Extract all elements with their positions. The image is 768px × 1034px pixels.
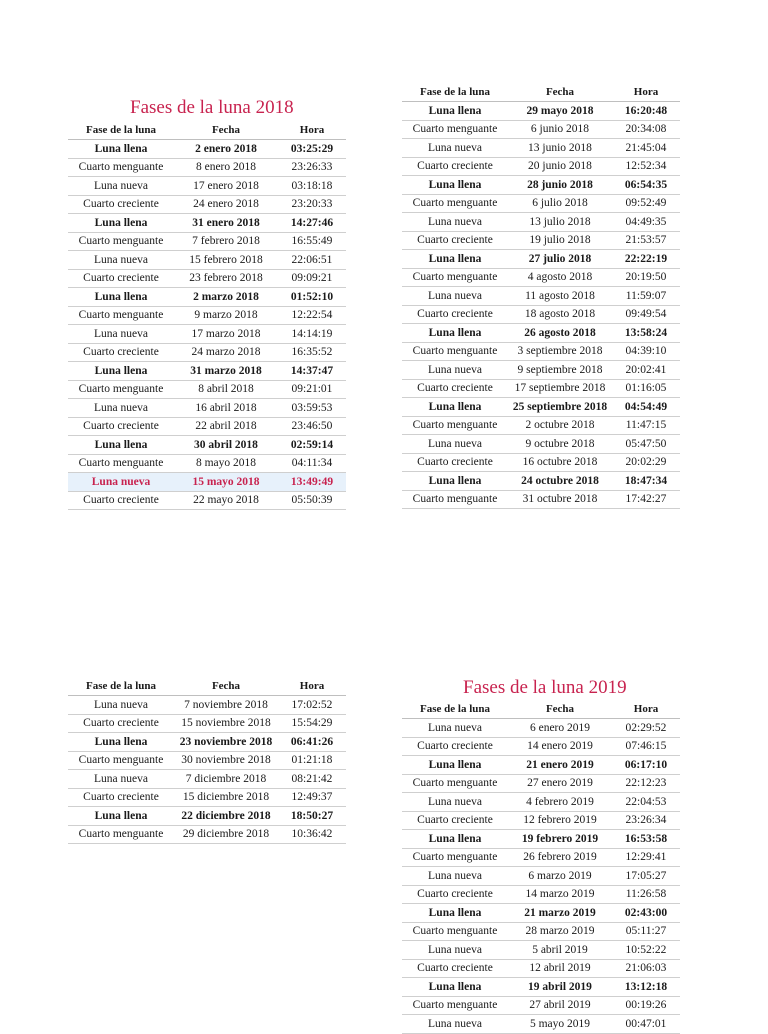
phase-cell: Luna llena (402, 756, 508, 775)
date-cell: 9 septiembre 2018 (508, 361, 612, 380)
time-cell: 23:20:33 (278, 195, 346, 214)
time-cell: 03:25:29 (278, 140, 346, 159)
table-row (402, 848, 680, 867)
time-cell: 16:55:49 (278, 232, 346, 251)
date-cell: 9 marzo 2018 (174, 306, 278, 325)
date-cell: 9 octubre 2018 (508, 435, 612, 454)
table-row (402, 268, 680, 287)
header-date: Fecha (174, 121, 278, 140)
date-cell: 6 junio 2018 (508, 120, 612, 139)
phase-cell: Luna nueva (68, 696, 174, 715)
date-cell: 17 enero 2018 (174, 177, 278, 196)
time-cell: 02:29:52 (612, 719, 680, 738)
time-cell: 22:06:51 (278, 251, 346, 270)
date-cell: 13 julio 2018 (508, 213, 612, 232)
phase-cell: Luna llena (68, 362, 174, 381)
table-row (402, 922, 680, 941)
date-cell: 5 mayo 2019 (508, 1015, 612, 1034)
time-cell: 10:36:42 (278, 825, 346, 844)
table-row (402, 361, 680, 380)
table-row (402, 867, 680, 886)
date-cell: 3 septiembre 2018 (508, 342, 612, 361)
phase-cell: Cuarto menguante (402, 416, 508, 435)
time-cell: 16:20:48 (612, 102, 680, 121)
date-cell: 15 febrero 2018 (174, 251, 278, 270)
phase-cell: Cuarto creciente (402, 959, 508, 978)
table-row (402, 885, 680, 904)
table-row (68, 788, 346, 807)
phase-cell: Luna nueva (68, 770, 174, 789)
time-cell: 01:21:18 (278, 751, 346, 770)
phase-cell: Luna llena (68, 140, 174, 159)
table-2018-c (68, 677, 346, 844)
phase-cell: Luna nueva (402, 1015, 508, 1034)
date-cell: 21 enero 2019 (508, 756, 612, 775)
phase-cell: Luna nueva (402, 435, 508, 454)
time-cell: 20:02:41 (612, 361, 680, 380)
table-row (68, 436, 346, 455)
table-row (402, 978, 680, 997)
table-row (68, 177, 346, 196)
date-cell: 26 febrero 2019 (508, 848, 612, 867)
time-cell: 01:52:10 (278, 288, 346, 307)
phase-cell: Cuarto menguante (68, 825, 174, 844)
time-cell: 06:17:10 (612, 756, 680, 775)
date-cell: 16 abril 2018 (174, 399, 278, 418)
title-2019: Fases de la luna 2019 (463, 677, 627, 698)
time-cell: 12:49:37 (278, 788, 346, 807)
date-cell: 2 marzo 2018 (174, 288, 278, 307)
date-cell: 15 noviembre 2018 (174, 714, 278, 733)
table-row (68, 158, 346, 177)
phase-cell: Cuarto menguante (68, 454, 174, 473)
table-row (68, 733, 346, 752)
phase-cell: Luna nueva (402, 139, 508, 158)
moon-table (402, 83, 680, 509)
date-cell: 19 febrero 2019 (508, 830, 612, 849)
date-cell: 8 enero 2018 (174, 158, 278, 177)
time-cell: 15:54:29 (278, 714, 346, 733)
header-time: Hora (278, 121, 346, 140)
date-cell: 16 octubre 2018 (508, 453, 612, 472)
time-cell: 13:58:24 (612, 324, 680, 343)
phase-cell: Cuarto creciente (402, 305, 508, 324)
phase-cell: Luna nueva (68, 473, 174, 492)
time-cell: 20:19:50 (612, 268, 680, 287)
phase-cell: Cuarto menguante (68, 380, 174, 399)
date-cell: 4 agosto 2018 (508, 268, 612, 287)
time-cell: 14:14:19 (278, 325, 346, 344)
time-cell: 18:50:27 (278, 807, 346, 826)
table-row (68, 325, 346, 344)
header-phase: Fase de la luna (402, 700, 508, 719)
date-cell: 28 marzo 2019 (508, 922, 612, 941)
phase-cell: Luna nueva (68, 325, 174, 344)
date-cell: 2 enero 2018 (174, 140, 278, 159)
time-cell: 02:43:00 (612, 904, 680, 923)
time-cell: 09:49:54 (612, 305, 680, 324)
date-cell: 5 abril 2019 (508, 941, 612, 960)
time-cell: 04:54:49 (612, 398, 680, 417)
header-time: Hora (278, 677, 346, 696)
header-time: Hora (612, 700, 680, 719)
time-cell: 00:19:26 (612, 996, 680, 1015)
phase-cell: Cuarto menguante (402, 490, 508, 509)
date-cell: 15 diciembre 2018 (174, 788, 278, 807)
time-cell: 06:41:26 (278, 733, 346, 752)
phase-cell: Luna nueva (402, 941, 508, 960)
time-cell: 22:22:19 (612, 250, 680, 269)
date-cell: 30 abril 2018 (174, 436, 278, 455)
phase-cell: Cuarto creciente (402, 811, 508, 830)
table-2018-b (402, 83, 680, 509)
phase-cell: Cuarto menguante (402, 922, 508, 941)
phase-cell: Cuarto menguante (402, 268, 508, 287)
phase-cell: Luna nueva (402, 361, 508, 380)
table-row (402, 435, 680, 454)
phase-cell: Cuarto menguante (68, 158, 174, 177)
phase-cell: Luna nueva (402, 867, 508, 886)
phase-cell: Cuarto creciente (402, 453, 508, 472)
header-date: Fecha (508, 83, 612, 102)
phase-cell: Luna nueva (402, 719, 508, 738)
time-cell: 17:42:27 (612, 490, 680, 509)
phase-cell: Luna nueva (68, 177, 174, 196)
phase-cell: Cuarto menguante (68, 232, 174, 251)
table-row (402, 793, 680, 812)
header-phase: Fase de la luna (402, 83, 508, 102)
date-cell: 25 septiembre 2018 (508, 398, 612, 417)
time-cell: 14:27:46 (278, 214, 346, 233)
date-cell: 29 diciembre 2018 (174, 825, 278, 844)
table-row (68, 454, 346, 473)
date-cell: 6 marzo 2019 (508, 867, 612, 886)
time-cell: 20:02:29 (612, 453, 680, 472)
table-row (68, 232, 346, 251)
table-row (402, 416, 680, 435)
time-cell: 11:26:58 (612, 885, 680, 904)
table-row (402, 398, 680, 417)
table-row (68, 807, 346, 826)
time-cell: 20:34:08 (612, 120, 680, 139)
table-row (68, 140, 346, 159)
time-cell: 12:22:54 (278, 306, 346, 325)
phase-cell: Luna llena (402, 904, 508, 923)
time-cell: 12:52:34 (612, 157, 680, 176)
table-row (402, 904, 680, 923)
table-row (402, 250, 680, 269)
date-cell: 24 marzo 2018 (174, 343, 278, 362)
table-2019 (402, 700, 680, 1034)
date-cell: 7 diciembre 2018 (174, 770, 278, 789)
phase-cell: Luna nueva (68, 251, 174, 270)
table-row (68, 696, 346, 715)
date-cell: 12 abril 2019 (508, 959, 612, 978)
table-row (68, 269, 346, 288)
time-cell: 16:35:52 (278, 343, 346, 362)
time-cell: 08:21:42 (278, 770, 346, 789)
table-row (402, 213, 680, 232)
table-row (68, 214, 346, 233)
table-row (68, 195, 346, 214)
time-cell: 18:47:34 (612, 472, 680, 491)
phase-cell: Luna llena (402, 176, 508, 195)
table-row (402, 453, 680, 472)
date-cell: 27 julio 2018 (508, 250, 612, 269)
phase-cell: Luna llena (402, 324, 508, 343)
date-cell: 22 abril 2018 (174, 417, 278, 436)
header-date: Fecha (508, 700, 612, 719)
table-row (68, 473, 346, 492)
time-cell: 21:45:04 (612, 139, 680, 158)
table-row (402, 774, 680, 793)
table-row (402, 287, 680, 306)
time-cell: 22:12:23 (612, 774, 680, 793)
table-row (402, 756, 680, 775)
date-cell: 22 diciembre 2018 (174, 807, 278, 826)
date-cell: 7 noviembre 2018 (174, 696, 278, 715)
table-row (402, 231, 680, 250)
time-cell: 09:09:21 (278, 269, 346, 288)
time-cell: 05:11:27 (612, 922, 680, 941)
table-row (402, 342, 680, 361)
date-cell: 8 abril 2018 (174, 380, 278, 399)
date-cell: 18 agosto 2018 (508, 305, 612, 324)
table-row (68, 306, 346, 325)
time-cell: 03:59:53 (278, 399, 346, 418)
date-cell: 11 agosto 2018 (508, 287, 612, 306)
time-cell: 17:05:27 (612, 867, 680, 886)
time-cell: 01:16:05 (612, 379, 680, 398)
date-cell: 19 abril 2019 (508, 978, 612, 997)
date-cell: 22 mayo 2018 (174, 491, 278, 510)
table-row (68, 343, 346, 362)
phase-cell: Cuarto menguante (402, 120, 508, 139)
time-cell: 05:47:50 (612, 435, 680, 454)
date-cell: 27 enero 2019 (508, 774, 612, 793)
time-cell: 22:04:53 (612, 793, 680, 812)
title-2018: Fases de la luna 2018 (130, 97, 294, 118)
date-cell: 26 agosto 2018 (508, 324, 612, 343)
phase-cell: Luna nueva (402, 287, 508, 306)
phase-cell: Cuarto creciente (68, 269, 174, 288)
time-cell: 04:49:35 (612, 213, 680, 232)
date-cell: 2 octubre 2018 (508, 416, 612, 435)
table-row (68, 491, 346, 510)
time-cell: 12:29:41 (612, 848, 680, 867)
table-row (402, 194, 680, 213)
phase-cell: Cuarto creciente (402, 157, 508, 176)
table-row (68, 825, 346, 844)
phase-cell: Luna llena (68, 733, 174, 752)
time-cell: 00:47:01 (612, 1015, 680, 1034)
date-cell: 31 enero 2018 (174, 214, 278, 233)
time-cell: 05:50:39 (278, 491, 346, 510)
header-date: Fecha (174, 677, 278, 696)
table-row (68, 714, 346, 733)
phase-cell: Cuarto menguante (402, 342, 508, 361)
table-2018-a (68, 121, 346, 510)
table-row (402, 737, 680, 756)
phase-cell: Luna nueva (68, 399, 174, 418)
date-cell: 12 febrero 2019 (508, 811, 612, 830)
time-cell: 09:52:49 (612, 194, 680, 213)
table-row (402, 941, 680, 960)
time-cell: 16:53:58 (612, 830, 680, 849)
date-cell: 19 julio 2018 (508, 231, 612, 250)
time-cell: 02:59:14 (278, 436, 346, 455)
table-row (402, 996, 680, 1015)
time-cell: 03:18:18 (278, 177, 346, 196)
phase-cell: Cuarto creciente (68, 195, 174, 214)
phase-cell: Luna llena (402, 102, 508, 121)
date-cell: 17 septiembre 2018 (508, 379, 612, 398)
date-cell: 28 junio 2018 (508, 176, 612, 195)
date-cell: 20 junio 2018 (508, 157, 612, 176)
table-row (402, 719, 680, 738)
table-row (402, 811, 680, 830)
table-row (402, 379, 680, 398)
phase-cell: Luna llena (402, 830, 508, 849)
table-row (68, 288, 346, 307)
table-row (68, 362, 346, 381)
date-cell: 24 octubre 2018 (508, 472, 612, 491)
phase-cell: Luna llena (402, 398, 508, 417)
time-cell: 23:46:50 (278, 417, 346, 436)
phase-cell: Luna llena (68, 807, 174, 826)
time-cell: 13:12:18 (612, 978, 680, 997)
date-cell: 31 octubre 2018 (508, 490, 612, 509)
header-phase: Fase de la luna (68, 677, 174, 696)
phase-cell: Cuarto creciente (68, 788, 174, 807)
date-cell: 15 mayo 2018 (174, 473, 278, 492)
table-row (402, 472, 680, 491)
phase-cell: Cuarto menguante (402, 774, 508, 793)
table-row (68, 399, 346, 418)
phase-cell: Cuarto creciente (68, 491, 174, 510)
time-cell: 23:26:33 (278, 158, 346, 177)
time-cell: 23:26:34 (612, 811, 680, 830)
table-row (402, 176, 680, 195)
header-time: Hora (612, 83, 680, 102)
date-cell: 14 marzo 2019 (508, 885, 612, 904)
phase-cell: Cuarto creciente (68, 417, 174, 436)
time-cell: 21:06:03 (612, 959, 680, 978)
date-cell: 8 mayo 2018 (174, 454, 278, 473)
phase-cell: Luna llena (402, 978, 508, 997)
table-row (402, 490, 680, 509)
date-cell: 17 marzo 2018 (174, 325, 278, 344)
phase-cell: Cuarto menguante (68, 306, 174, 325)
date-cell: 31 marzo 2018 (174, 362, 278, 381)
date-cell: 21 marzo 2019 (508, 904, 612, 923)
time-cell: 07:46:15 (612, 737, 680, 756)
phase-cell: Luna llena (68, 214, 174, 233)
phase-cell: Cuarto creciente (68, 343, 174, 362)
time-cell: 14:37:47 (278, 362, 346, 381)
phase-cell: Cuarto creciente (402, 737, 508, 756)
table-row (402, 102, 680, 121)
time-cell: 09:21:01 (278, 380, 346, 399)
date-cell: 27 abril 2019 (508, 996, 612, 1015)
date-cell: 6 julio 2018 (508, 194, 612, 213)
time-cell: 10:52:22 (612, 941, 680, 960)
phase-cell: Cuarto menguante (402, 194, 508, 213)
date-cell: 29 mayo 2018 (508, 102, 612, 121)
moon-table (68, 677, 346, 844)
table-row (68, 251, 346, 270)
time-cell: 04:39:10 (612, 342, 680, 361)
table-row (68, 751, 346, 770)
date-cell: 23 febrero 2018 (174, 269, 278, 288)
time-cell: 04:11:34 (278, 454, 346, 473)
date-cell: 23 noviembre 2018 (174, 733, 278, 752)
table-row (68, 770, 346, 789)
phase-cell: Luna llena (402, 472, 508, 491)
date-cell: 4 febrero 2019 (508, 793, 612, 812)
date-cell: 24 enero 2018 (174, 195, 278, 214)
table-row (68, 380, 346, 399)
date-cell: 6 enero 2019 (508, 719, 612, 738)
phase-cell: Luna llena (402, 250, 508, 269)
date-cell: 30 noviembre 2018 (174, 751, 278, 770)
phase-cell: Luna nueva (402, 213, 508, 232)
phase-cell: Luna llena (68, 436, 174, 455)
phase-cell: Luna llena (68, 288, 174, 307)
time-cell: 06:54:35 (612, 176, 680, 195)
table-row (402, 305, 680, 324)
phase-cell: Cuarto creciente (402, 379, 508, 398)
time-cell: 17:02:52 (278, 696, 346, 715)
table-row (402, 157, 680, 176)
table-row (68, 417, 346, 436)
table-row (402, 324, 680, 343)
date-cell: 14 enero 2019 (508, 737, 612, 756)
time-cell: 11:47:15 (612, 416, 680, 435)
table-row (402, 959, 680, 978)
time-cell: 21:53:57 (612, 231, 680, 250)
time-cell: 11:59:07 (612, 287, 680, 306)
phase-cell: Cuarto creciente (68, 714, 174, 733)
phase-cell: Cuarto menguante (68, 751, 174, 770)
phase-cell: Cuarto menguante (402, 848, 508, 867)
phase-cell: Cuarto creciente (402, 885, 508, 904)
header-phase: Fase de la luna (68, 121, 174, 140)
date-cell: 7 febrero 2018 (174, 232, 278, 251)
table-row (402, 830, 680, 849)
phase-cell: Cuarto menguante (402, 996, 508, 1015)
phase-cell: Luna nueva (402, 793, 508, 812)
moon-table (68, 121, 346, 510)
table-row (402, 139, 680, 158)
time-cell: 13:49:49 (278, 473, 346, 492)
date-cell: 13 junio 2018 (508, 139, 612, 158)
phase-cell: Cuarto creciente (402, 231, 508, 250)
table-row (402, 120, 680, 139)
moon-table (402, 700, 680, 1034)
